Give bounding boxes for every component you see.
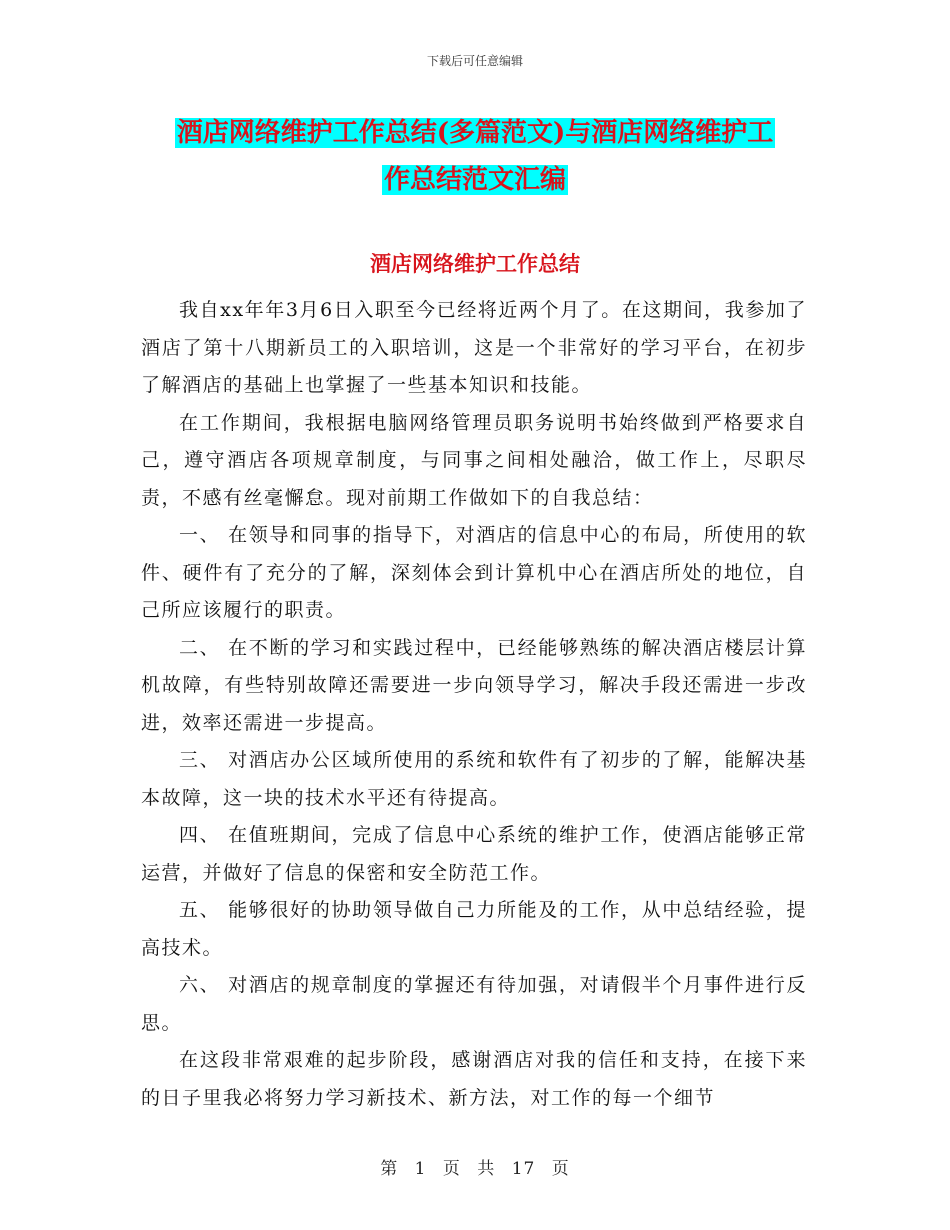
title-line-1: 酒店网络维护工作总结(多篇范文)与酒店网络维护工 xyxy=(176,118,774,148)
document-title xyxy=(140,110,810,204)
header-note: 下载后可任意编辑 xyxy=(426,54,523,68)
paragraph: 在工作期间，我根据电脑网络管理员职务说明书始终做到严格要求自己，遵守酒店各项规章制度，与同事之间相处融洽，做工作上，尽职尽责，不感有丝毫懈怠。现对前期工作做如下的自我总结： xyxy=(141,411,807,509)
paragraph: 二、 在不断的学习和实践过程中，已经能够熟练的解决酒店楼层计算机故障，有些特别故障还需要进一步向领导学习，解决手段还需进一步改进，效率还需进一步提高。 xyxy=(141,636,807,734)
paragraph: 一、 在领导和同事的指导下，对酒店的信息中心的布局，所使用的软件、硬件有了充分的了解，深刻体会到计算机中心在酒店所处的地位，自己所应该履行的职责。 xyxy=(141,524,807,621)
footer-total-word: 共 xyxy=(477,1159,496,1179)
footer-page-word: 页 xyxy=(442,1159,461,1179)
footer-page-number: 1 xyxy=(414,1159,427,1179)
footer-suffix: 页 xyxy=(551,1159,570,1179)
footer-prefix: 第 xyxy=(380,1159,399,1179)
body-text xyxy=(141,292,807,1117)
paragraph: 六、 对酒店的规章制度的掌握还有待加强，对请假半个月事件进行反思。 xyxy=(141,974,807,1034)
title-line-2: 作总结范文汇编 xyxy=(383,165,566,195)
paragraph: 五、 能够很好的协助领导做自己力所能及的工作，从中总结经验，提高技术。 xyxy=(141,899,807,959)
paragraph: 在这段非常艰难的起步阶段，感谢酒店对我的信任和支持，在接下来的日子里我必将努力学习新技术、新方法，对工作的每一个细节 xyxy=(141,1049,807,1109)
paragraph: 三、 对酒店办公区域所使用的系统和软件有了初步的了解，能解决基本故障，这一块的技术水平还有待提高。 xyxy=(141,749,807,809)
paragraph: 我自xx年年3月6日入职至今已经将近两个月了。在这期间，我参加了酒店了第十八期新员工的入职培训，这是一个非常好的学习平台，在初步了解酒店的基础上也掌握了一些基本知识和技能。 xyxy=(141,299,807,396)
paragraph: 四、 在值班期间，完成了信息中心系统的维护工作，使酒店能够正常运营，并做好了信息的保密和安全防范工作。 xyxy=(141,824,807,884)
section-heading: 酒店网络维护工作总结 xyxy=(370,251,580,276)
page-footer xyxy=(0,1154,950,1179)
footer-total-pages: 17 xyxy=(511,1159,536,1179)
